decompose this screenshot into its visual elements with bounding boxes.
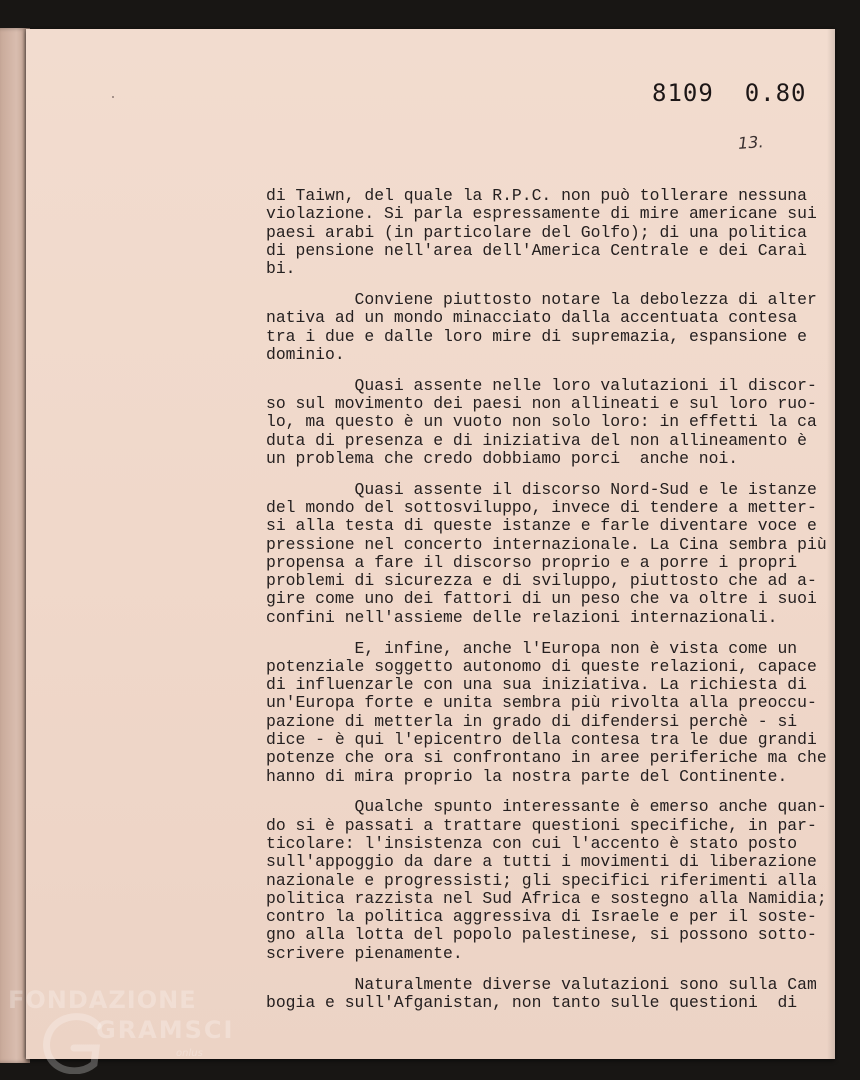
paragraph-europa: E, infine, anche l'Europa non è vista come un potenziale soggetto autonomo di queste relazioni, capace di influenzarle con una sua iniziativa. La richiesta di un'Europa forte e unita sembra più rivolta alla preoccu- pazione di metterla in grado di difendersi perchè - si dice - è qui l'epicentro della contesa tra le due grandi potenze che ora si confrontano in aree periferiche ma che hanno di mira proprio la nostra parte del Continente.	[266, 638, 827, 786]
paper-speck	[112, 96, 114, 98]
paragraph-cambogia: Naturalmente diverse valutazioni sono sulla Cam bogia e sull'Afganistan, non tanto sulle questioni di	[266, 974, 817, 1012]
document-body	[266, 187, 826, 1025]
paragraph-non-allineati: Quasi assente nelle loro valutazioni il discor- so sul movimento dei paesi non allineati e sul loro ruo- lo, ma questo è un vuoto non solo loro: in effetti la ca duta di presenza e di iniziativa del non allineamento è un problema che credo dobbiamo porci anche noi.	[266, 375, 817, 468]
watermark-line-3: onlus	[176, 1048, 203, 1059]
handwritten-page-number: 13.	[737, 132, 765, 153]
document-number: 8109 0.80	[652, 79, 807, 107]
typewritten-sheet	[26, 29, 835, 1059]
watermark-line-1: FONDAZIONE	[8, 986, 197, 1014]
watermark-line-2: GRAMSCI	[96, 1016, 235, 1044]
paragraph-questioni-specifiche: Qualche spunto interessante è emerso anche quan- do si è passati a trattare questioni specifiche, in par- ticolare: l'insistenza con cui l'accento è stato posto sull'appoggio da dare a tutti i movimenti di liberazione nazionale e progressisti; gli specifici riferimenti alla politica razzista nel Sud Africa e sostegno alla Namidia; contro la politica aggressiva di Israele e per il soste- gno alla lotta del popolo palestinese, si possono sotto- scrivere pienamente.	[266, 797, 827, 963]
paragraph-alternativa: Conviene piuttosto notare la debolezza di alter nativa ad un mondo minacciato dalla accentuata contesa tra i due e dalle loro mire di supremazia, espansione e dominio.	[266, 289, 817, 364]
paragraph-taiwan: di Taiwn, del quale la R.P.C. non può tollerare nessuna violazione. Si parla espressamente di mire americane sui paesi arabi (in particolare del Golfo); di una politica di pensione nell'area dell'America Centrale e dei Caraì bi.	[266, 186, 817, 279]
paragraph-nord-sud: Quasi assente il discorso Nord-Sud e le istanze del mondo del sottosviluppo, invece di tendere a metter- si alla testa di queste istanze e farle diventare voce e pressione nel concerto internazionale. La Cina sembra più propensa a fare il discorso proprio e a porre i propri problemi di sicurezza e di sviluppo, piuttosto che ad a- gire come uno dei fattori di un peso che va oltre i suoi confini nell'assieme delle relazioni internazionali.	[266, 479, 827, 627]
